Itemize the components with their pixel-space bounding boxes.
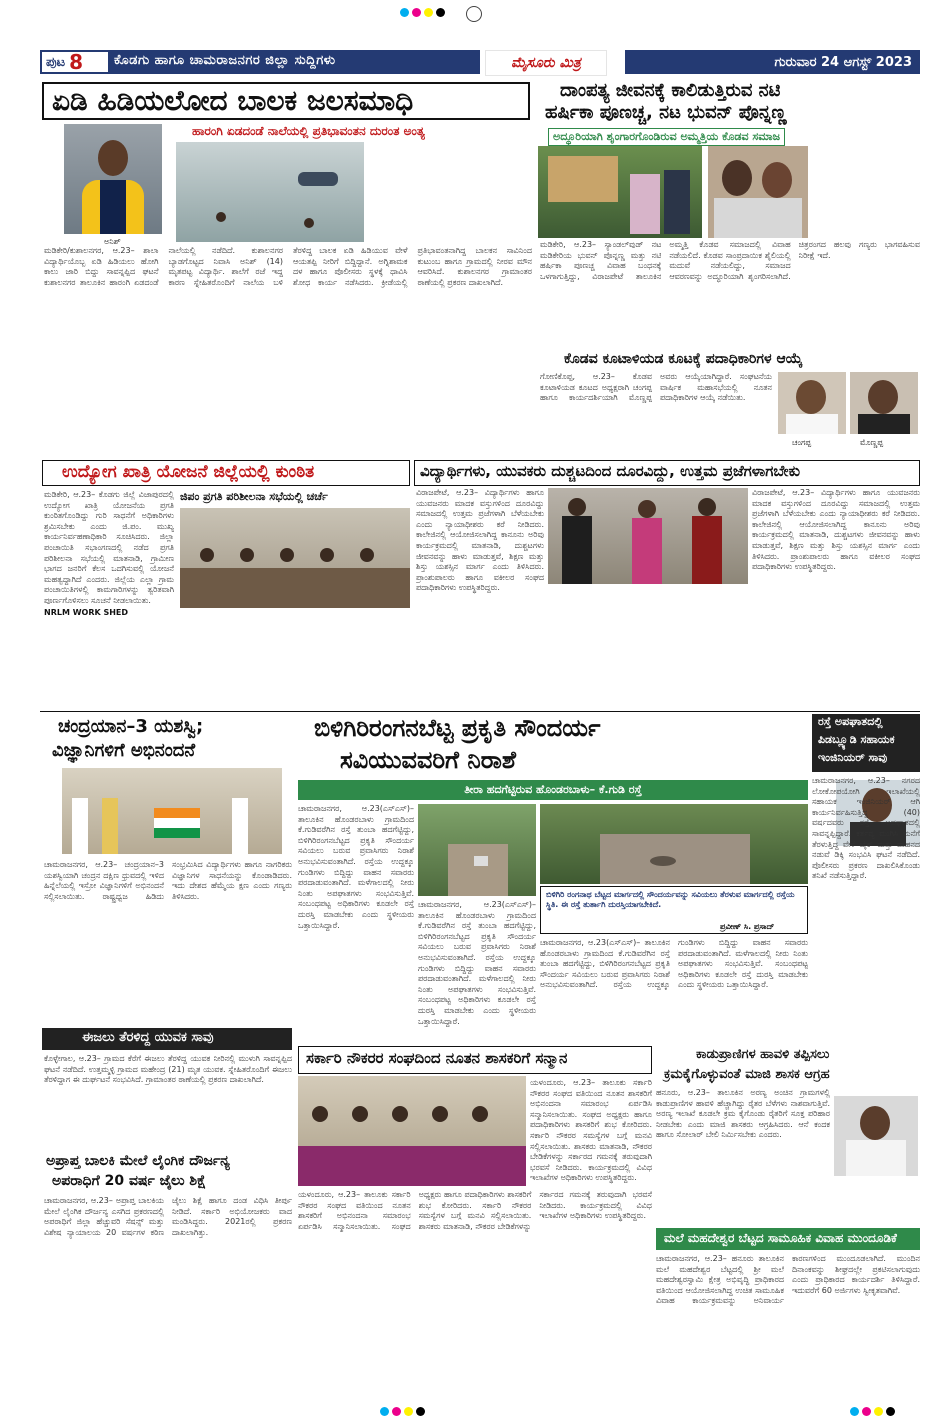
story3-portrait-left bbox=[778, 372, 846, 434]
story5-event-photo bbox=[548, 488, 748, 584]
color-bar-bottom-right bbox=[850, 1407, 895, 1416]
story1-headline: ಏಡಿ ಹಿಡಿಯಲೋದ ಬಾಲಕ ಜಲಸಮಾಧಿ bbox=[52, 84, 414, 117]
story8-body: ಚಾಮರಾಜನಗರ, ಆ.23– ನಗರದ ಲೋಕೋಪಯೋಗಿ ಇಲಾಖೆಯಲ್ಲಿ ಸಹಾಯಕ ಇಂಜಿನಿಯರ್ ಆಗಿ ಕಾರ್ಯನಿರ್ವಹಿಸುತ್ತಿದ್ದ (40) ವರ್ಷದವರು ರಸ್ತೆ ಅಪಘಾತದಲ್ಲಿ ಸಾವನ್ನಪ್ಪಿದ್ದಾರೆ. ಕರ್ತವ್ಯ ಮುಗಿಸಿ ಮನೆಗೆ ತೆರಳುತ್ತಿದ್ದ ವೇಳೆ ಬೈಕ್ ಮತ್ತು ವಾಹನದ ನಡುವೆ ಡಿಕ್ಕಿ ಸಂಭವಿಸಿ ಘಟನೆ ನಡೆದಿದೆ. ಪೊಲೀಸರು ಪ್ರಕರಣ ದಾಖಲಿಸಿಕೊಂಡು ತನಿಖೆ ನಡೆಸುತ್ತಿದ್ದಾರೆ. bbox=[812, 776, 920, 881]
story9-headline: ಈಜಲು ತೆರಳಿದ್ದ ಯುವಕ ಸಾವು bbox=[82, 1030, 214, 1045]
story10-body: ಚಾಮರಾಜನಗರ, ಆ.23– ಅಪ್ರಾಪ್ತ ಬಾಲಕಿಯ ಮೇಲೆ ಲೈಂಗಿಕ ದೌರ್ಜನ್ಯ ಎಸಗಿದ ಪ್ರಕರಣದಲ್ಲಿ ಅಪರಾಧಿಗೆ ಜಿಲ್ಲಾ ಹೆಚ್ಚುವರಿ ಸೆಷನ್ಸ್ ಮತ್ತು ವಿಶೇಷ ನ್ಯಾಯಾಲಯ 20 ವರ್ಷಗಳ ಕಠಿಣ ಜೈಲು ಶಿಕ್ಷೆ ಹಾಗೂ ದಂಡ ವಿಧಿಸಿ ತೀರ್ಪು ನೀಡಿದೆ. ಸರ್ಕಾರಿ ಅಭಿಯೋಜಕರು ವಾದ ಮಂಡಿಸಿದ್ದರು. 2021ರಲ್ಲಿ ಪ್ರಕರಣ ದಾಖಲಾಗಿತ್ತು. bbox=[44, 1196, 292, 1237]
story1-body: ಮಡಿಕೇರಿ/ಕುಶಾಲನಗರ, ಆ.23– ಶಾಲಾ ವಿದ್ಯಾರ್ಥಿಯೊಬ್ಬ ಏಡಿ ಹಿಡಿಯಲು ಹೋಗಿ ಕಾಲು ಜಾರಿ ಬಿದ್ದು ಸಾವನ್ನಪ್ಪಿದ ಘಟನೆ ಕುಶಾಲನಗರ ತಾಲೂಕಿನ ಹಾರಂಗಿ ಏಡದಂಡೆ ನಾಲೆಯಲ್ಲಿ ನಡೆದಿದೆ. ಕುಶಾಲನಗರ ಬ್ಯಾಡಗೊಟ್ಟದ ನಿವಾಸಿ ಅನಿಶ್ (14) ಮೃತಪಟ್ಟ ವಿದ್ಯಾರ್ಥಿ. ಶಾಲೆಗೆ ರಜೆ ಇದ್ದ ಕಾರಣ ಸ್ನೇಹಿತರೊಂದಿಗೆ ನಾಲೆಯ ಬಳಿ ತೆರಳಿದ್ದ ಬಾಲಕ ಏಡಿ ಹಿಡಿಯುವ ವೇಳೆ ಆಯತಪ್ಪಿ ನೀರಿಗೆ ಬಿದ್ದಿದ್ದಾನೆ. ಅಗ್ನಿಶಾಮಕ ದಳ ಹಾಗೂ ಪೊಲೀಸರು ಸ್ಥಳಕ್ಕೆ ಧಾವಿಸಿ ಶೋಧ ಕಾರ್ಯ ನಡೆಸಿದರು. ಕ್ರೀಡೆಯಲ್ಲಿ ಪ್ರತಿಭಾವಂತನಾಗಿದ್ದ ಬಾಲಕನ ಸಾವಿನಿಂದ ಕುಟುಂಬ ಹಾಗೂ ಗ್ರಾಮದಲ್ಲಿ ನೀರವ ಮೌನ ಆವರಿಸಿದೆ. ಕುಶಾಲನಗರ ಗ್ರಾಮಾಂತರ ಠಾಣೆಯಲ್ಲಿ ಪ್ರಕರಣ ದಾಖಲಾಗಿದೆ. bbox=[44, 246, 532, 287]
color-bar-top bbox=[400, 8, 445, 17]
story12-headline-line2: ಕ್ರಮಕೈಗೊಳ್ಳುವಂತೆ ಮಾಜಿ ಶಾಸಕ ಆಗ್ರಹ bbox=[664, 1067, 830, 1082]
story7-photo-caption: ಬಿಳಿಗಿರಿ ರಂಗನಾಥ ಬೆಟ್ಟದ ಮಾರ್ಗದಲ್ಲಿ ಸೌಂದರ್ಯವನ್ನು ಸವಿಯಲು ತೆರಳುವ ಮಾರ್ಗದಲ್ಲಿ ರಸ್ತೆಯ ಸ್ಥಿತಿ. ಈ ರಸ್ತೆ ತುರ್ತಾಗಿ ದುರಸ್ತಿಯಾಗಬೇಕಿದೆ. bbox=[546, 890, 795, 909]
story8-headline-line2: ಪಿಡಬ್ಲ್ಯೂಡಿ ಸಹಾಯಕ bbox=[818, 733, 895, 746]
story3-body: ಗೋಣಿಕೊಪ್ಪ, ಆ.23– ಕೊಡವ ಕೂಟಾಳಿಯಡ ಕೂಟದ ಅಧ್ಯಕ್ಷರಾಗಿ ಚಂಗಪ್ಪ ಹಾಗೂ ಕಾರ್ಯದರ್ಶಿಯಾಗಿ ಮೊಣ್ಣಪ್ಪ ಅವರು ಆಯ್ಕೆಯಾಗಿದ್ದಾರೆ. ಸಂಘಟನೆಯ ವಾರ್ಷಿಕ ಮಹಾಸಭೆಯಲ್ಲಿ ನೂತನ ಪದಾಧಿಕಾರಿಗಳ ಆಯ್ಕೆ ನಡೆಯಿತು. bbox=[540, 372, 772, 403]
story10-headline-line1: ಅಪ್ರಾಪ್ತ ಬಾಲಕಿ ಮೇಲೆ ಲೈಂಗಿಕ ದೌರ್ಜನ್ಯ bbox=[46, 1153, 230, 1169]
story9-body: ಕೊಳ್ಳೇಗಾಲ, ಆ.23– ಗ್ರಾಮದ ಕೆರೆಗೆ ಈಜಲು ತೆರಳಿದ್ದ ಯುವಕ ನೀರಿನಲ್ಲಿ ಮುಳುಗಿ ಸಾವನ್ನಪ್ಪಿದ ಘಟನೆ ನಡೆದಿದೆ. ಉತ್ತಮ್ಮಳ್ಳಿ ಗ್ರಾಮದ ಮಹೇಂದ್ರ (21) ಮೃತ ಯುವಕ. ಸ್ನೇಹಿತರೊಂದಿಗೆ ಈಜಲು ತೆರಳಿದ್ದಾಗ ಈ ದುರ್ಘಟನೆ ಸಂಭವಿಸಿದೆ. ಗ್ರಾಮಾಂತರ ಠಾಣೆಯಲ್ಲಿ ಪ್ರಕರಣ ದಾಖಲಾಗಿದೆ. bbox=[44, 1054, 292, 1085]
story7-body-cont: ಚಾಮರಾಜನಗರ, ಆ.23(ಎಸ್‌ಎಸ್)– ತಾಲೂಕಿನ ಹೊಂಡರಬಾಳು ಗ್ರಾಮದಿಂದ ಕೆ.ಗುಡಿವರೆಗಿನ ರಸ್ತೆ ತುಂಬಾ ಹದಗೆಟ್ಟಿದ್ದು, ಬಿಳಿಗಿರಿರಂಗನಬೆಟ್ಟದ ಪ್ರಕೃತಿ ಸೌಂದರ್ಯ ಸವಿಯಲು ಬರುವ ಪ್ರವಾಸಿಗರು ನಿರಾಶೆ ಅನುಭವಿಸುವಂತಾಗಿದೆ. ರಸ್ತೆಯ ಉದ್ದಕ್ಕೂ ಗುಂಡಿಗಳು ಬಿದ್ದಿದ್ದು ವಾಹನ ಸವಾರರು ಪರದಾಡುವಂತಾಗಿದೆ. ಮಳೆಗಾಲದಲ್ಲಿ ನೀರು ನಿಂತು ಅಪಘಾತಗಳು ಸಂಭವಿಸುತ್ತಿವೆ. ಸಂಬಂಧಪಟ್ಟ ಅಧಿಕಾರಿಗಳು ಕೂಡಲೇ ರಸ್ತೆ ದುರಸ್ತಿ ಮಾಡಬೇಕು ಎಂದು ಸ್ಥಳೀಯರು ಒತ್ತಾಯಿಸಿದ್ದಾರೆ. bbox=[418, 900, 536, 1026]
story13-headline: ಮಲೆ ಮಹದೇಶ್ವರ ಬೆಟ್ಟದ ಸಾಮೂಹಿಕ ವಿವಾಹ ಮುಂದೂಡಿಕೆ bbox=[664, 1231, 897, 1245]
registration-mark-top bbox=[466, 6, 482, 22]
story1-portrait-caption: ಅನಿಶ್ bbox=[104, 237, 121, 246]
story5-body-cont: ವಿರಾಜಪೇಟೆ, ಆ.23– ವಿದ್ಯಾರ್ಥಿಗಳು ಹಾಗೂ ಯುವಜನರು ಮಾದಕ ವಸ್ತುಗಳಿಂದ ದೂರವಿದ್ದು ಸಮಾಜದಲ್ಲಿ ಉತ್ತಮ ಪ್ರಜೆಗಳಾಗಿ ಬೆಳೆಯಬೇಕು ಎಂದು ನ್ಯಾಯಾಧೀಶರು ಕರೆ ನೀಡಿದರು. ಕಾಲೇಜಿನಲ್ಲಿ ಆಯೋಜಿಸಲಾಗಿದ್ದ ಕಾನೂನು ಅರಿವು ಕಾರ್ಯಕ್ರಮದಲ್ಲಿ ಮಾತನಾಡಿ, ದುಶ್ಚಟಗಳು ಜೀವನವನ್ನು ಹಾಳು ಮಾಡುತ್ತವೆ, ಶಿಕ್ಷಣ ಮತ್ತು ಶಿಸ್ತು ಯಶಸ್ಸಿನ ಮಾರ್ಗ ಎಂದು ತಿಳಿಸಿದರು. ಪ್ರಾಂಶುಪಾಲರು ಹಾಗೂ ವಕೀಲರ ಸಂಘದ ಪದಾಧಿಕಾರಿಗಳು ಉಪಸ್ಥಿತರಿದ್ದರು. bbox=[752, 488, 920, 572]
page-divider bbox=[40, 711, 920, 712]
color-bar-bottom bbox=[380, 1407, 425, 1416]
story4-headline: ಉದ್ಯೋಗ ಖಾತ್ರಿ ಯೋಜನೆ ಜಿಲ್ಲೆಯಲ್ಲಿ ಕುಂಠಿತ bbox=[62, 462, 315, 482]
story4-tagline: NRLM WORK SHED bbox=[44, 608, 129, 617]
story1-subhead: ಹಾರಂಗಿ ಏಡದಂಡೆ ನಾಲೆಯಲ್ಲಿ ಪ್ರತಿಭಾವಂತನ ದುರಂತ ಅಂತ್ಯ bbox=[192, 124, 425, 138]
story12-body: ಹನೂರು, ಆ.23– ತಾಲೂಕಿನ ಅರಣ್ಯ ಅಂಚಿನ ಗ್ರಾಮಗಳಲ್ಲಿ ಕಾಡುಪ್ರಾಣಿಗಳ ಹಾವಳಿ ಹೆಚ್ಚಾಗಿದ್ದು ರೈತರ ಬೆಳೆಗಳು ನಾಶವಾಗುತ್ತಿವೆ. ಅರಣ್ಯ ಇಲಾಖೆ ಕೂಡಲೇ ಕ್ರಮ ಕೈಗೊಂಡು ರೈತರಿಗೆ ಸೂಕ್ತ ಪರಿಹಾರ ನೀಡಬೇಕು ಎಂದು ಮಾಜಿ ಶಾಸಕರು ಆಗ್ರಹಿಸಿದರು. ಆನೆ ಕಂದಕ ಹಾಗೂ ಸೋಲಾರ್ ಬೇಲಿ ನಿರ್ಮಿಸಬೇಕು ಎಂದರು. bbox=[656, 1088, 830, 1140]
story12-portrait-photo bbox=[834, 1096, 918, 1176]
section-title: ಕೊಡಗು ಹಾಗೂ ಚಾಮರಾಜನಗರ ಜಿಲ್ಲಾ ಸುದ್ದಿಗಳು bbox=[114, 53, 336, 68]
story11-body: ಯಳಂದೂರು, ಆ.23– ತಾಲೂಕು ಸರ್ಕಾರಿ ನೌಕರರ ಸಂಘದ ವತಿಯಿಂದ ನೂತನ ಶಾಸಕರಿಗೆ ಅಭಿನಂದನಾ ಸಮಾರಂಭ ಏರ್ಪಡಿಸಿ ಸನ್ಮಾನಿಸಲಾಯಿತು. ಸಂಘದ ಅಧ್ಯಕ್ಷರು ಹಾಗೂ ಪದಾಧಿಕಾರಿಗಳು ಶಾಸಕರಿಗೆ ಶುಭ ಕೋರಿದರು. ಸರ್ಕಾರಿ ನೌಕರರ ಸಮಸ್ಯೆಗಳ ಬಗ್ಗೆ ಮನವಿ ಸಲ್ಲಿಸಲಾಯಿತು. ಶಾಸಕರು ಮಾತನಾಡಿ, ನೌಕರರ ಬೇಡಿಕೆಗಳನ್ನು ಸರ್ಕಾರದ ಗಮನಕ್ಕೆ ತರುವುದಾಗಿ ಭರವಸೆ ನೀಡಿದರು. ಕಾರ್ಯಕ್ರಮದಲ್ಲಿ ವಿವಿಧ ಇಲಾಖೆಗಳ ಅಧಿಕಾರಿಗಳು ಉಪಸ್ಥಿತರಿದ್ದರು. bbox=[530, 1078, 652, 1183]
story11-body-cont: ಯಳಂದೂರು, ಆ.23– ತಾಲೂಕು ಸರ್ಕಾರಿ ನೌಕರರ ಸಂಘದ ವತಿಯಿಂದ ನೂತನ ಶಾಸಕರಿಗೆ ಅಭಿನಂದನಾ ಸಮಾರಂಭ ಏರ್ಪಡಿಸಿ ಸನ್ಮಾನಿಸಲಾಯಿತು. ಸಂಘದ ಅಧ್ಯಕ್ಷರು ಹಾಗೂ ಪದಾಧಿಕಾರಿಗಳು ಶಾಸಕರಿಗೆ ಶುಭ ಕೋರಿದರು. ಸರ್ಕಾರಿ ನೌಕರರ ಸಮಸ್ಯೆಗಳ ಬಗ್ಗೆ ಮನವಿ ಸಲ್ಲಿಸಲಾಯಿತು. ಶಾಸಕರು ಮಾತನಾಡಿ, ನೌಕರರ ಬೇಡಿಕೆಗಳನ್ನು ಸರ್ಕಾರದ ಗಮನಕ್ಕೆ ತರುವುದಾಗಿ ಭರವಸೆ ನೀಡಿದರು. ಕಾರ್ಯಕ್ರಮದಲ್ಲಿ ವಿವಿಧ ಇಲಾಖೆಗಳ ಅಧಿಕಾರಿಗಳು ಉಪಸ್ಥಿತರಿದ್ದರು. bbox=[298, 1190, 652, 1231]
story7-byline: ಪ್ರವೀಣ್ ಸಿ. ಪ್ರಸಾದ್ bbox=[720, 922, 775, 931]
story7-road-photo-2 bbox=[540, 804, 808, 884]
page-number-badge bbox=[42, 52, 108, 72]
story11-felicitation-photo bbox=[298, 1076, 526, 1186]
story5-headline: ವಿದ್ಯಾರ್ಥಿಗಳು, ಯುವಕರು ದುಶ್ಚಟದಿಂದ ದೂರವಿದ್ದು, ಉತ್ತಮ ಪ್ರಜೆಗಳಾಗಬೇಕು bbox=[420, 462, 801, 480]
story3-caption-right: ಮೊಣ್ಣಪ್ಪ bbox=[860, 438, 884, 447]
page-label: ಪುಟ bbox=[46, 54, 66, 70]
story1-portrait-photo bbox=[64, 124, 162, 234]
dateline: ಗುರುವಾರ 24 ಆಗಸ್ಟ್ 2023 bbox=[625, 50, 920, 74]
story8-headline-line1: ರಸ್ತೆ ಅಪಘಾತದಲ್ಲಿ bbox=[818, 715, 883, 728]
story2-subhead: ಅದ್ಧೂರಿಯಾಗಿ ಶೃಂಗಾರಗೊಂಡಿರುವ ಅಮ್ಮತ್ತಿಯ ಕೊಡವ ಸಮಾಜ bbox=[548, 128, 785, 146]
story12-headline-line1: ಕಾಡುಪ್ರಾಣಿಗಳ ಹಾವಳಿ ತಪ್ಪಿಸಲು bbox=[696, 1047, 830, 1062]
story2-body: ಮಡಿಕೇರಿ, ಆ.23– ಸ್ಯಾಂಡಲ್‌ವುಡ್ ನಟ ಮಡಿಕೇರಿಯ ಭುವನ್ ಪೊನ್ನಣ್ಣ ಮತ್ತು ನಟಿ ಹರ್ಷಿಕಾ ಪೂಣಚ್ಚ ವಿವಾಹ ಬಂಧನಕ್ಕೆ ಒಳಗಾಗುತ್ತಿದ್ದು, ವಿರಾಜಪೇಟೆ ತಾಲೂಕಿನ ಅಮ್ಮತ್ತಿ ಕೊಡವ ಸಮಾಜದಲ್ಲಿ ವಿವಾಹ ನಡೆಯಲಿದೆ. ಕೊಡವ ಸಾಂಪ್ರದಾಯಿಕ ಶೈಲಿಯಲ್ಲಿ ಮದುವೆ ನಡೆಯಲಿದ್ದು, ಸಮಾಜದ ಆವರಣವನ್ನು ಅದ್ಧೂರಿಯಾಗಿ ಶೃಂಗರಿಸಲಾಗಿದೆ. ಚಿತ್ರರಂಗದ ಹಲವು ಗಣ್ಯರು ಭಾಗವಹಿಸುವ ನಿರೀಕ್ಷೆ ಇದೆ. bbox=[540, 240, 920, 281]
story6-body: ಚಾಮರಾಜನಗರ, ಆ.23– ಚಂದ್ರಯಾನ–3 ಯಶಸ್ವಿಯಾಗಿ ಚಂದ್ರನ ದಕ್ಷಿಣ ಧ್ರುವದಲ್ಲಿ ಇಳಿದ ಹಿನ್ನೆಲೆಯಲ್ಲಿ ಇಸ್ರೋ ವಿಜ್ಞಾನಿಗಳಿಗೆ ಅಭಿನಂದನೆ ಸಲ್ಲಿಸಲಾಯಿತು. ರಾಷ್ಟ್ರಧ್ವಜ ಹಿಡಿದು ಸಂಭ್ರಮಿಸಿದ ವಿದ್ಯಾರ್ಥಿಗಳು ಹಾಗೂ ನಾಗರಿಕರು ವಿಜ್ಞಾನಿಗಳ ಸಾಧನೆಯನ್ನು ಕೊಂಡಾಡಿದರು. ಇದು ದೇಶದ ಹೆಮ್ಮೆಯ ಕ್ಷಣ ಎಂದು ಗಣ್ಯರು ತಿಳಿಸಿದರು. bbox=[44, 860, 292, 901]
story4-meeting-photo bbox=[180, 508, 410, 608]
story3-caption-left: ಚಂಗಪ್ಪ bbox=[792, 438, 812, 447]
story1-river-photo bbox=[176, 142, 364, 242]
story7-subhead: ತೀರಾ ಹದಗೆಟ್ಟಿರುವ ಹೊಂಡರಬಾಳು– ಕೆ.ಗುಡಿ ರಸ್ತೆ bbox=[298, 780, 808, 800]
story4-body: ಮಡಿಕೇರಿ, ಆ.23– ಕೊಡಗು ಜಿಲ್ಲೆ ವಿಜಾಪುರದಲ್ಲಿ ಉದ್ಯೋಗ ಖಾತ್ರಿ ಯೋಜನೆಯ ಪ್ರಗತಿ ಕುಂಠಿತಗೊಂಡಿದ್ದು ಗುರಿ ಸಾಧನೆಗೆ ಅಧಿಕಾರಿಗಳು ಶ್ರಮಿಸಬೇಕು ಎಂದು ಜಿ.ಪಂ. ಮುಖ್ಯ ಕಾರ್ಯನಿರ್ವಹಣಾಧಿಕಾರಿ ಸೂಚಿಸಿದರು. ಜಿಲ್ಲಾ ಪಂಚಾಯಿತಿ ಸಭಾಂಗಣದಲ್ಲಿ ನಡೆದ ಪ್ರಗತಿ ಪರಿಶೀಲನಾ ಸಭೆಯಲ್ಲಿ ಮಾತನಾಡಿ, ಗ್ರಾಮೀಣ ಭಾಗದ ಜನರಿಗೆ ಕೆಲಸ ಒದಗಿಸುವಲ್ಲಿ ಯೋಜನೆ ಮಹತ್ವದ್ದಾಗಿದೆ ಎಂದರು. ಜಿಲ್ಲೆಯ ಎಲ್ಲಾ ಗ್ರಾಮ ಪಂಚಾಯಿತಿಗಳಲ್ಲಿ ಕಾಮಗಾರಿಗಳನ್ನು ತ್ವರಿತವಾಗಿ ಪೂರ್ಣಗೊಳಿಸಲು ಸೂಚನೆ ನೀಡಲಾಯಿತು. bbox=[44, 490, 174, 605]
story7-headline-line2: ಸವಿಯುವವರಿಗೆ ನಿರಾಶೆ bbox=[340, 746, 516, 774]
story7-body: ಚಾಮರಾಜನಗರ, ಆ.23(ಎಸ್‌ಎಸ್)– ತಾಲೂಕಿನ ಹೊಂಡರಬಾಳು ಗ್ರಾಮದಿಂದ ಕೆ.ಗುಡಿವರೆಗಿನ ರಸ್ತೆ ತುಂಬಾ ಹದಗೆಟ್ಟಿದ್ದು, ಬಿಳಿಗಿರಿರಂಗನಬೆಟ್ಟದ ಪ್ರಕೃತಿ ಸೌಂದರ್ಯ ಸವಿಯಲು ಬರುವ ಪ್ರವಾಸಿಗರು ನಿರಾಶೆ ಅನುಭವಿಸುವಂತಾಗಿದೆ. ರಸ್ತೆಯ ಉದ್ದಕ್ಕೂ ಗುಂಡಿಗಳು ಬಿದ್ದಿದ್ದು ವಾಹನ ಸವಾರರು ಪರದಾಡುವಂತಾಗಿದೆ. ಮಳೆಗಾಲದಲ್ಲಿ ನೀರು ನಿಂತು ಅಪಘಾತಗಳು ಸಂಭವಿಸುತ್ತಿವೆ. ಸಂಬಂಧಪಟ್ಟ ಅಧಿಕಾರಿಗಳು ಕೂಡಲೇ ರಸ್ತೆ ದುರಸ್ತಿ ಮಾಡಬೇಕು ಎಂದು ಸ್ಥಳೀಯರು ಒತ್ತಾಯಿಸಿದ್ದಾರೆ. bbox=[298, 804, 414, 930]
story13-body: ಚಾಮರಾಜನಗರ, ಆ.23– ಹನೂರು ತಾಲೂಕಿನ ಮಲೆ ಮಹದೇಶ್ವರ ಬೆಟ್ಟದಲ್ಲಿ ಶ್ರೀ ಮಲೆ ಮಹದೇಶ್ವರಸ್ವಾಮಿ ಕ್ಷೇತ್ರ ಅಭಿವೃದ್ಧಿ ಪ್ರಾಧಿಕಾರದ ವತಿಯಿಂದ ಆಯೋಜಿಸಲಾಗಿದ್ದ ಉಚಿತ ಸಾಮೂಹಿಕ ವಿವಾಹ ಕಾರ್ಯಕ್ರಮವನ್ನು ಅನಿವಾರ್ಯ ಕಾರಣಗಳಿಂದ ಮುಂದೂಡಲಾಗಿದೆ. ಮುಂದಿನ ದಿನಾಂಕವನ್ನು ಶೀಘ್ರದಲ್ಲೇ ಪ್ರಕಟಿಸಲಾಗುವುದು ಎಂದು ಪ್ರಾಧಿಕಾರದ ಕಾರ್ಯದರ್ಶಿ ತಿಳಿಸಿದ್ದಾರೆ. ಇದುವರೆಗೆ 60 ಅರ್ಜಿಗಳು ಸ್ವೀಕೃತವಾಗಿವೆ. bbox=[656, 1254, 920, 1306]
story7-body-cont2: ಚಾಮರಾಜನಗರ, ಆ.23(ಎಸ್‌ಎಸ್)– ತಾಲೂಕಿನ ಹೊಂಡರಬಾಳು ಗ್ರಾಮದಿಂದ ಕೆ.ಗುಡಿವರೆಗಿನ ರಸ್ತೆ ತುಂಬಾ ಹದಗೆಟ್ಟಿದ್ದು, ಬಿಳಿಗಿರಿರಂಗನಬೆಟ್ಟದ ಪ್ರಕೃತಿ ಸೌಂದರ್ಯ ಸವಿಯಲು ಬರುವ ಪ್ರವಾಸಿಗರು ನಿರಾಶೆ ಅನುಭವಿಸುವಂತಾಗಿದೆ. ರಸ್ತೆಯ ಉದ್ದಕ್ಕೂ ಗುಂಡಿಗಳು ಬಿದ್ದಿದ್ದು ವಾಹನ ಸವಾರರು ಪರದಾಡುವಂತಾಗಿದೆ. ಮಳೆಗಾಲದಲ್ಲಿ ನೀರು ನಿಂತು ಅಪಘಾತಗಳು ಸಂಭವಿಸುತ್ತಿವೆ. ಸಂಬಂಧಪಟ್ಟ ಅಧಿಕಾರಿಗಳು ಕೂಡಲೇ ರಸ್ತೆ ದುರಸ್ತಿ ಮಾಡಬೇಕು ಎಂದು ಸ್ಥಳೀಯರು ಒತ್ತಾಯಿಸಿದ್ದಾರೆ. bbox=[540, 938, 808, 990]
story2-headline-line2: ಹರ್ಷಿಕಾ ಪೂಣಚ್ಚ, ನಟ ಭುವನ್ ಪೊನ್ನಣ್ಣ bbox=[545, 102, 787, 123]
story11-headline: ಸರ್ಕಾರಿ ನೌಕರರ ಸಂಘದಿಂದ ನೂತನ ಶಾಸಕರಿಗೆ ಸನ್ಮಾನ bbox=[306, 1049, 568, 1067]
story6-flag-photo bbox=[62, 768, 282, 854]
story7-road-photo-1 bbox=[418, 804, 536, 896]
story10-headline-line2: ಅಪರಾಧಿಗೆ 20 ವರ್ಷ ಜೈಲು ಶಿಕ್ಷೆ bbox=[52, 1173, 207, 1189]
story5-body: ವಿರಾಜಪೇಟೆ, ಆ.23– ವಿದ್ಯಾರ್ಥಿಗಳು ಹಾಗೂ ಯುವಜನರು ಮಾದಕ ವಸ್ತುಗಳಿಂದ ದೂರವಿದ್ದು ಸಮಾಜದಲ್ಲಿ ಉತ್ತಮ ಪ್ರಜೆಗಳಾಗಿ ಬೆಳೆಯಬೇಕು ಎಂದು ನ್ಯಾಯಾಧೀಶರು ಕರೆ ನೀಡಿದರು. ಕಾಲೇಜಿನಲ್ಲಿ ಆಯೋಜಿಸಲಾಗಿದ್ದ ಕಾನೂನು ಅರಿವು ಕಾರ್ಯಕ್ರಮದಲ್ಲಿ ಮಾತನಾಡಿ, ದುಶ್ಚಟಗಳು ಜೀವನವನ್ನು ಹಾಳು ಮಾಡುತ್ತವೆ, ಶಿಕ್ಷಣ ಮತ್ತು ಶಿಸ್ತು ಯಶಸ್ಸಿನ ಮಾರ್ಗ ಎಂದು ತಿಳಿಸಿದರು. ಪ್ರಾಂಶುಪಾಲರು ಹಾಗೂ ವಕೀಲರ ಸಂಘದ ಪದಾಧಿಕಾರಿಗಳು ಉಪಸ್ಥಿತರಿದ್ದರು. bbox=[416, 488, 544, 593]
story3-headline: ಕೊಡವ ಕೂಟಾಳಿಯಡ ಕೂಟಕ್ಕೆ ಪದಾಧಿಕಾರಿಗಳ ಆಯ್ಕೆ bbox=[564, 351, 803, 367]
story2-headline-line1: ದಾಂಪತ್ಯ ಜೀವನಕ್ಕೆ ಕಾಲಿಡುತ್ತಿರುವ ನಟಿ bbox=[560, 80, 781, 101]
story8-headline-line3: ಇಂಜಿನಿಯರ್ ಸಾವು bbox=[818, 751, 888, 764]
masthead-logo: ಮೈಸೂರು ಮಿತ್ರ bbox=[485, 50, 607, 76]
story4-subhead: ಜಿಪಂ ಪ್ರಗತಿ ಪರಿಶೀಲನಾ ಸಭೆಯಲ್ಲಿ ಚರ್ಚೆ bbox=[180, 490, 328, 503]
story2-couple-photo bbox=[708, 146, 808, 238]
story7-headline-line1: ಬಿಳಿಗಿರಿರಂಗನಬೆಟ್ಟ ಪ್ರಕೃತಿ ಸೌಂದರ್ಯ bbox=[314, 714, 601, 742]
page-number: 8 bbox=[69, 50, 83, 74]
story6-headline-line1: ಚಂದ್ರಯಾನ–3 ಯಶಸ್ವಿ; bbox=[58, 716, 204, 737]
story3-portrait-right bbox=[850, 372, 918, 434]
story6-headline-line2: ವಿಜ್ಞಾನಿಗಳಿಗೆ ಅಭಿನಂದನೆ bbox=[52, 740, 196, 761]
story2-venue-photo bbox=[538, 146, 702, 238]
